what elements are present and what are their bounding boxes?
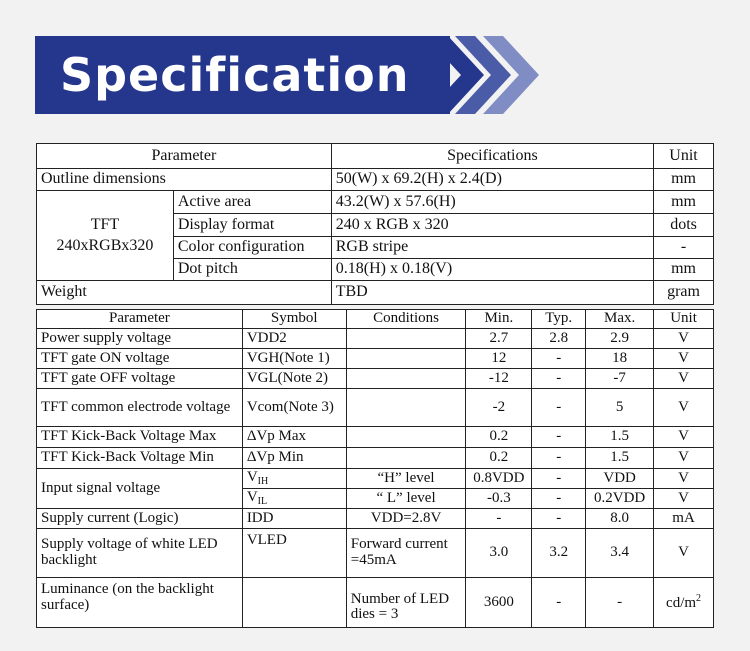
row-max: 8.0 <box>586 509 654 529</box>
tft-label <box>37 191 174 281</box>
symbol-subscript: IH <box>257 475 269 487</box>
row-parameter: Supply voltage of white LED backlight <box>37 529 243 578</box>
spec-value: 43.2(W) x 57.6(H) <box>331 191 653 214</box>
row-min: - <box>466 509 532 529</box>
header-parameter: Parameter <box>37 310 243 329</box>
table-row <box>37 349 714 369</box>
outline-label: Outline dimensions <box>37 169 332 191</box>
row-conditions: “H” level <box>346 469 466 489</box>
row-unit: V <box>654 369 714 389</box>
row-max: 1.5 <box>586 448 654 469</box>
header-min: Min. <box>466 310 532 329</box>
row-conditions <box>346 389 466 427</box>
table-row <box>37 427 714 448</box>
row-typ: - <box>532 389 586 427</box>
page-title: Specification <box>60 48 410 102</box>
spec-unit: - <box>654 237 714 259</box>
tft-label-line2: 240xRGBx320 <box>56 236 154 254</box>
unit-superscript: 2 <box>696 592 702 604</box>
table-row <box>37 389 714 427</box>
symbol-base: V <box>246 468 258 485</box>
spec-row-outline <box>37 169 714 191</box>
row-parameter: Input signal voltage <box>37 469 243 509</box>
row-parameter: TFT Kick-Back Voltage Min <box>37 448 243 469</box>
header-conditions: Conditions <box>346 310 466 329</box>
row-parameter: TFT common electrode voltage <box>37 389 243 427</box>
row-conditions: Forward current =45mA <box>346 529 466 578</box>
row-symbol <box>242 469 346 489</box>
spec-name: Dot pitch <box>173 259 331 281</box>
row-unit: V <box>654 448 714 469</box>
row-symbol: VDD2 <box>242 329 346 349</box>
spec-value: RGB stripe <box>331 237 653 259</box>
row-max: 0.2VDD <box>586 489 654 509</box>
row-typ: 3.2 <box>532 529 586 578</box>
spec-row-weight <box>37 281 714 305</box>
row-conditions <box>346 448 466 469</box>
weight-label: Weight <box>37 281 332 305</box>
row-min: 3.0 <box>466 529 532 578</box>
row-max: 18 <box>586 349 654 369</box>
row-typ: - <box>532 469 586 489</box>
row-unit: V <box>654 529 714 578</box>
row-parameter: TFT Kick-Back Voltage Max <box>37 427 243 448</box>
table-row <box>37 448 714 469</box>
outline-unit: mm <box>654 169 714 191</box>
spec-row-active-area <box>37 191 714 214</box>
outline-value: 50(W) x 69.2(H) x 2.4(D) <box>331 169 653 191</box>
row-min: 0.2 <box>466 448 532 469</box>
row-unit <box>654 578 714 628</box>
row-typ: - <box>532 369 586 389</box>
row-min: -2 <box>466 389 532 427</box>
row-max: 3.4 <box>586 529 654 578</box>
weight-unit: gram <box>654 281 714 305</box>
row-typ: - <box>532 578 586 628</box>
symbol-subscript: IL <box>257 495 268 507</box>
row-max: 1.5 <box>586 427 654 448</box>
spec-value: 0.18(H) x 0.18(V) <box>331 259 653 281</box>
row-unit: V <box>654 329 714 349</box>
row-conditions: “ L” level <box>346 489 466 509</box>
unit-base: cd/m <box>666 594 697 611</box>
row-symbol: VGL(Note 2) <box>242 369 346 389</box>
row-min: -12 <box>466 369 532 389</box>
row-symbol <box>242 489 346 509</box>
row-parameter: TFT gate ON voltage <box>37 349 243 369</box>
table-row <box>37 578 714 628</box>
elec-header-row <box>37 310 714 329</box>
row-unit: mA <box>654 509 714 529</box>
row-min: -0.3 <box>466 489 532 509</box>
row-max: VDD <box>586 469 654 489</box>
row-parameter: Supply current (Logic) <box>37 509 243 529</box>
header-symbol: Symbol <box>242 310 346 329</box>
row-symbol: IDD <box>242 509 346 529</box>
spec-table <box>36 143 714 305</box>
row-parameter: Power supply voltage <box>37 329 243 349</box>
row-symbol: ΔVp Max <box>242 427 346 448</box>
row-max: -7 <box>586 369 654 389</box>
row-parameter: Luminance (on the backlight surface) <box>37 578 243 628</box>
spec-unit: mm <box>654 191 714 214</box>
spec-name: Color configuration <box>173 237 331 259</box>
row-conditions: VDD=2.8V <box>346 509 466 529</box>
header-max: Max. <box>586 310 654 329</box>
row-typ: - <box>532 349 586 369</box>
row-conditions <box>346 427 466 448</box>
spec-name: Active area <box>173 191 331 214</box>
table-row <box>37 369 714 389</box>
weight-value: TBD <box>331 281 653 305</box>
row-conditions <box>346 329 466 349</box>
row-symbol: ΔVp Min <box>242 448 346 469</box>
table-row <box>37 329 714 349</box>
row-unit: V <box>654 349 714 369</box>
row-typ: - <box>532 489 586 509</box>
spec-unit: dots <box>654 214 714 237</box>
header-specifications: Specifications <box>331 144 653 169</box>
row-conditions <box>346 369 466 389</box>
row-min: 0.2 <box>466 427 532 448</box>
row-max: 5 <box>586 389 654 427</box>
row-min: 3600 <box>466 578 532 628</box>
table-row <box>37 529 714 578</box>
row-conditions: Number of LED dies = 3 <box>346 578 466 628</box>
spec-unit: mm <box>654 259 714 281</box>
row-symbol: Vcom(Note 3) <box>242 389 346 427</box>
header-typ: Typ. <box>532 310 586 329</box>
row-unit: V <box>654 389 714 427</box>
electrical-table <box>36 309 714 628</box>
specification-banner <box>0 0 750 130</box>
symbol-base: V <box>246 488 258 505</box>
tft-label-line1: TFT <box>90 215 120 233</box>
row-symbol: VLED <box>242 529 346 578</box>
table-row <box>37 509 714 529</box>
row-symbol <box>242 578 346 628</box>
table-row-input-high <box>37 469 714 489</box>
header-unit: Unit <box>654 310 714 329</box>
row-min: 2.7 <box>466 329 532 349</box>
row-max: - <box>586 578 654 628</box>
row-symbol: VGH(Note 1) <box>242 349 346 369</box>
row-unit: V <box>654 489 714 509</box>
spec-value: 240 x RGB x 320 <box>331 214 653 237</box>
row-max: 2.9 <box>586 329 654 349</box>
row-conditions <box>346 349 466 369</box>
row-unit: V <box>654 469 714 489</box>
header-parameter: Parameter <box>37 144 332 169</box>
row-unit: V <box>654 427 714 448</box>
header-unit: Unit <box>654 144 714 169</box>
row-typ: - <box>532 427 586 448</box>
row-min: 0.8VDD <box>466 469 532 489</box>
row-typ: - <box>532 448 586 469</box>
row-parameter: TFT gate OFF voltage <box>37 369 243 389</box>
row-min: 12 <box>466 349 532 369</box>
spec-header-row <box>37 144 714 169</box>
row-typ: 2.8 <box>532 329 586 349</box>
row-typ: - <box>532 509 586 529</box>
spec-name: Display format <box>173 214 331 237</box>
